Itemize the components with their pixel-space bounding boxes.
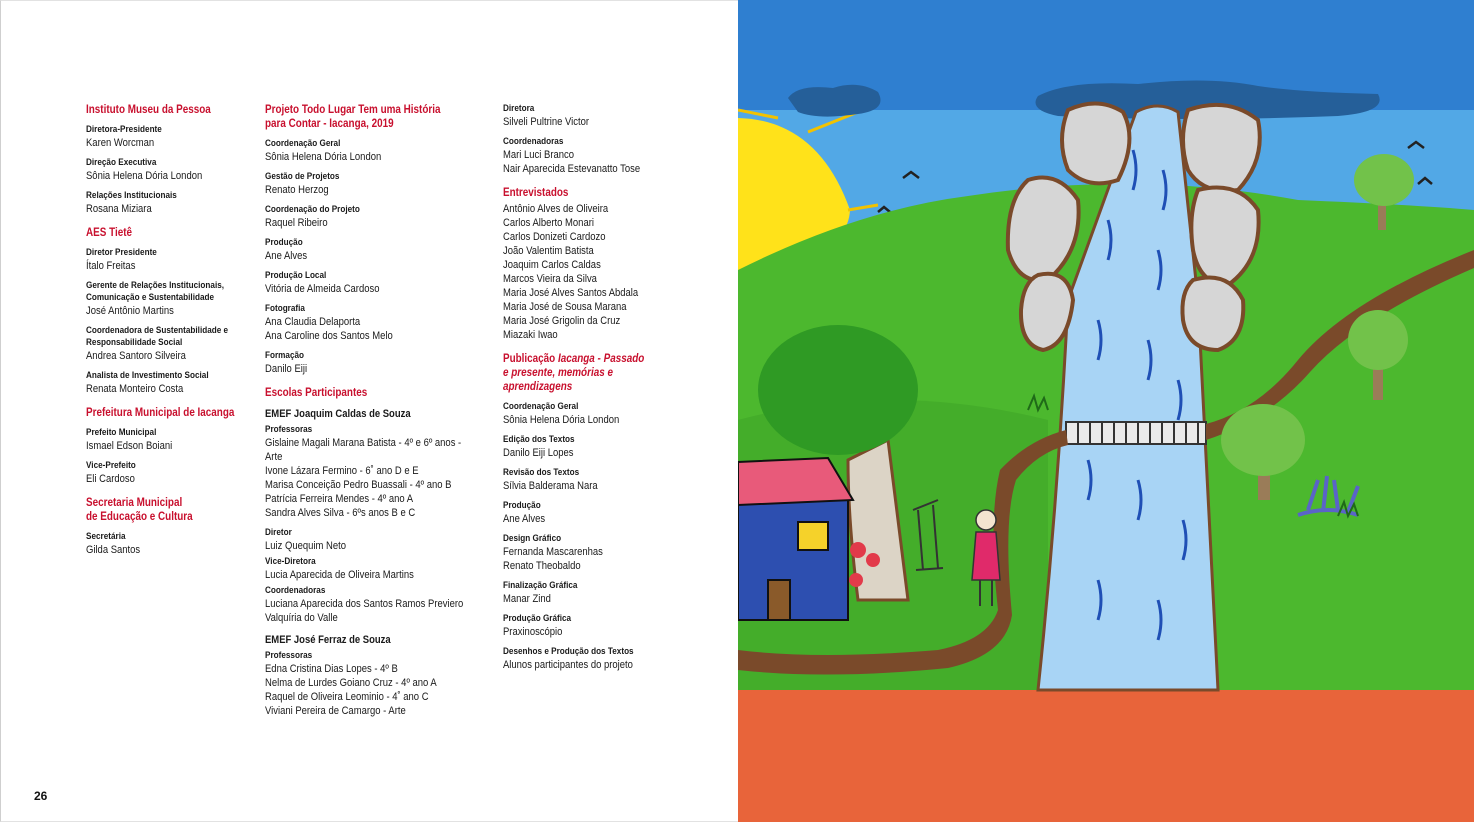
list-item: Miazaki Iwao <box>503 329 558 341</box>
person-name: Silveli Pultrine Victor <box>503 116 590 128</box>
credits-column-2 <box>265 103 480 728</box>
role-label: Finalização Gráfica <box>503 580 578 591</box>
section-title: Escolas Participantes <box>265 387 368 399</box>
person-name: Valquíria do Valle <box>265 612 338 624</box>
rock <box>1182 278 1243 351</box>
section-title: AES Tietê <box>86 227 132 239</box>
house <box>738 458 853 620</box>
cloud-left <box>788 85 881 117</box>
school-block <box>265 407 480 625</box>
person-name: Nair Aparecida Estevanatto Tose <box>503 163 641 175</box>
person-name: Renata Monteiro Costa <box>86 383 184 395</box>
role-label: Produção Local <box>265 270 327 281</box>
person-name: Raquel de Oliveira Leominio - 4˚ ano C <box>265 691 429 703</box>
person-name: Sônia Helena Dória London <box>265 151 382 163</box>
page-number: 26 <box>34 789 48 803</box>
role-label: Produção <box>503 500 541 511</box>
person-name: Manar Zind <box>503 593 551 605</box>
role-label: Vice-Diretora <box>265 556 316 567</box>
section-title-part: Publicação <box>503 353 558 365</box>
person-name: Ana Caroline dos Santos Melo <box>265 330 393 342</box>
interviewee-list <box>503 202 666 342</box>
credits-column-3 <box>503 103 666 682</box>
waterfall-drawing <box>738 0 1474 822</box>
person-name: Sônia Helena Dória London <box>503 414 620 426</box>
role-label: Diretora-Presidente <box>86 124 162 135</box>
person-name: Ismael Edson Boiani <box>86 440 173 452</box>
person-name: Edna Cristina Dias Lopes - 4º B <box>265 663 398 675</box>
section-secretaria <box>86 496 249 557</box>
list-item: João Valentim Batista <box>503 245 594 257</box>
section-title <box>503 352 666 366</box>
section-title: Secretaria Municipal <box>86 497 183 509</box>
section-title: Projeto Todo Lugar Tem uma História <box>265 104 441 116</box>
section-title <box>503 380 666 394</box>
person-name: Andrea Santoro Silveira <box>86 350 186 362</box>
role-label: Direção Executiva <box>86 157 157 168</box>
role-label: Produção <box>265 237 303 248</box>
list-item: Carlos Donizeti Cardozo <box>503 231 606 243</box>
section-school-continued <box>503 103 666 176</box>
person-name: Danilo Eiji Lopes <box>503 447 574 459</box>
section-title: Prefeitura Municipal de Iacanga <box>86 407 235 419</box>
role-label: Design Gráfico <box>503 533 562 544</box>
rock <box>1062 103 1129 183</box>
book-title: e presente, memórias e <box>503 367 613 379</box>
person-name: Ana Claudia Delaporta <box>265 316 361 328</box>
person-name: Luciana Aparecida dos Santos Ramos Previero <box>265 598 464 610</box>
book-title: Iacanga - Passado <box>557 353 645 365</box>
person-name: Ane Alves <box>265 250 308 262</box>
person-name: Luiz Quequim Neto <box>265 540 346 552</box>
role-label: Desenhos e Produção dos Textos <box>503 646 634 657</box>
school-name: EMEF José Ferraz de Souza <box>265 634 391 646</box>
role-label: Coordenadora de Sustentabilidade e <box>86 325 229 336</box>
section-museu-da-pessoa <box>86 103 249 216</box>
section-title: Instituto Museu da Pessoa <box>86 104 211 116</box>
role-label: Diretor Presidente <box>86 247 157 258</box>
person-name: Nelma de Lurdes Goiano Cruz - 4º ano A <box>265 677 437 689</box>
section-projeto <box>265 103 480 376</box>
role-label: Professoras <box>265 650 313 661</box>
person-name: Mari Luci Branco <box>503 149 574 161</box>
person-name: José Antônio Martins <box>86 305 174 317</box>
person-name: Marisa Conceição Pedro Buassali - 4º ano B <box>265 479 452 491</box>
person-name: Rosana Miziara <box>86 203 152 215</box>
section-title: Entrevistados <box>503 187 569 199</box>
person-name: Patrícia Ferreira Mendes - 4º ano A <box>265 493 414 505</box>
person-name: Lucia Aparecida de Oliveira Martins <box>265 569 414 581</box>
earth-band <box>738 690 1474 822</box>
role-label: Fotografia <box>265 303 305 314</box>
person-name: Sílvia Balderama Nara <box>503 480 598 492</box>
role-label: Vice-Prefeito <box>86 460 136 471</box>
role-label: Responsabilidade Social <box>86 337 183 348</box>
person-name: Vitória de Almeida Cardoso <box>265 283 380 295</box>
person-name: Viviani Pereira de Camargo - Arte <box>265 705 406 717</box>
person-name: Ítalo Freitas <box>86 260 136 272</box>
section-publicacao <box>503 352 666 672</box>
section-aes-tiete <box>86 226 249 396</box>
section-prefeitura <box>86 406 249 486</box>
person-name: Danilo Eiji <box>265 363 308 375</box>
list-item: Antônio Alves de Oliveira <box>503 203 609 215</box>
role-label: Comunicação e Sustentabilidade <box>86 292 215 303</box>
role-label: Coordenação Geral <box>503 401 579 412</box>
school-block <box>265 633 480 718</box>
role-label: Gerente de Relações Institucionais, <box>86 280 225 291</box>
person-name: Praxinoscópio <box>503 626 563 638</box>
rock <box>1183 105 1260 191</box>
role-label: Produção Gráfica <box>503 613 572 624</box>
person-name: Gislaine Magali Marana Batista - 4º e 6º anos - Arte <box>265 437 462 463</box>
list-item: Carlos Alberto Monari <box>503 217 594 229</box>
section-escolas <box>265 386 480 718</box>
role-label: Professoras <box>265 424 313 435</box>
teacher-list <box>265 662 480 718</box>
credits-column-1 <box>86 103 249 567</box>
role-label: Revisão dos Textos <box>503 467 580 478</box>
person-name: Ane Alves <box>503 513 546 525</box>
person-name: Karen Worcman <box>86 137 155 149</box>
section-entrevistados <box>503 186 666 342</box>
person-name: Sandra Alves Silva - 6ºs anos B e C <box>265 507 416 519</box>
section-title: de Educação e Cultura <box>86 511 193 523</box>
person-name: Fernanda Mascarenhas <box>503 546 603 558</box>
list-item: Maria José Alves Santos Abdala <box>503 287 639 299</box>
person-name: Eli Cardoso <box>86 473 135 485</box>
person-name: Ivone Lázara Fermino - 6˚ ano D e E <box>265 465 419 477</box>
role-label: Gestão de Projetos <box>265 171 340 182</box>
teacher-list <box>265 436 480 520</box>
book-title: aprendizagens <box>503 381 573 393</box>
person-name: Alunos participantes do projeto <box>503 659 633 671</box>
list-item: Maria José Grigolin da Cruz <box>503 315 621 327</box>
section-title <box>503 366 666 380</box>
role-label: Coordenação Geral <box>265 138 341 149</box>
role-label: Diretora <box>503 103 535 114</box>
role-label: Analista de Investimento Social <box>86 370 209 381</box>
role-label: Edição dos Textos <box>503 434 575 445</box>
list-item: Joaquim Carlos Caldas <box>503 259 601 271</box>
person-name: Sônia Helena Dória London <box>86 170 203 182</box>
school-name: EMEF Joaquim Caldas de Souza <box>265 408 411 420</box>
person-name: Gilda Santos <box>86 544 141 556</box>
illustration-page <box>738 0 1474 822</box>
list-item: Marcos Vieira da Silva <box>503 273 597 285</box>
section-title: para Contar - Iacanga, 2019 <box>265 118 394 130</box>
role-label: Coordenadoras <box>265 585 326 596</box>
person-name: Renato Theobaldo <box>503 560 581 572</box>
person-name: Raquel Ribeiro <box>265 217 328 229</box>
role-label: Prefeito Municipal <box>86 427 157 438</box>
role-label: Relações Institucionais <box>86 190 177 201</box>
role-label: Coordenadoras <box>503 136 564 147</box>
person-name: Renato Herzog <box>265 184 329 196</box>
role-label: Diretor <box>265 527 292 538</box>
role-label: Formação <box>265 350 305 361</box>
role-label: Secretária <box>86 531 126 542</box>
role-label: Coordenação do Projeto <box>265 204 360 215</box>
list-item: Maria José de Sousa Marana <box>503 301 627 313</box>
